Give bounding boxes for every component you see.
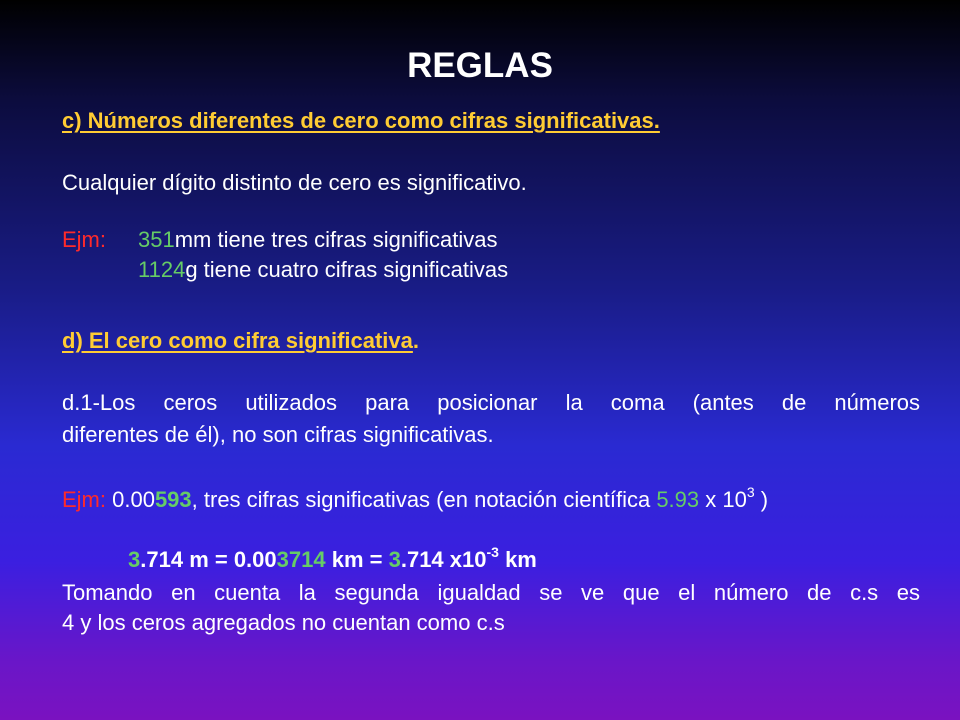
section-d-rule-line-1: d.1-Los ceros utilizados para posicionar la coma (antes de números [62,390,920,415]
section-c-rule: Cualquier dígito distinto de cero es significativo. [62,170,527,195]
section-c-heading-text: c) Números diferentes de cero como cifras significativas. [62,108,660,133]
eq-part: x10 [443,547,487,572]
eq-part: km = [325,547,389,572]
section-d-heading-text: d) El cero como cifra significativa [62,328,413,353]
example-number: 351 [138,227,175,252]
example-text: , tres cifras significativas (en notación científica [191,487,657,512]
eq-part: 3714 [276,547,326,572]
section-c-example-2 [62,255,920,285]
section-d-example [62,485,920,515]
slide-title: REGLAS [407,46,553,85]
example-scientific: 5.93 [656,487,700,512]
example-significant-digits: 593 [154,487,192,512]
section-c-example-1 [62,225,920,255]
eq-part: 3 [128,547,141,572]
example-label: Ejm: [62,487,106,512]
example-zeros: 0.00 [106,487,155,512]
eq-part: .714 [140,547,184,572]
example-label: Ejm: [62,227,106,252]
eq-part: km [498,547,537,572]
eq-exponent: -3 [486,543,499,560]
example-times: x 10 [699,487,747,512]
example-close: ) [754,487,769,512]
example-number: 1124 [138,257,186,282]
section-d-rule-line-2: diferentes de él), no son cifras significativas. [62,422,494,447]
section-d-equation [128,545,960,575]
section-d-note-line-2: 4 y los ceros agregados no cuentan como c.s [62,610,505,635]
eq-part: .714 [400,547,444,572]
section-d-heading-dot: . [412,328,420,353]
example-text: g tiene cuatro cifras significativas [185,257,509,282]
example-text: mm tiene tres cifras significativas [174,227,498,252]
example-exponent: 3 [746,483,755,500]
section-d-heading [62,326,920,356]
eq-part: 3 [388,547,401,572]
section-d-note-line-1: Tomando en cuenta la segunda igualdad se ve que el número de c.s es [62,580,920,605]
section-c-heading [62,106,920,136]
eq-part: m = 0.00 [183,547,277,572]
